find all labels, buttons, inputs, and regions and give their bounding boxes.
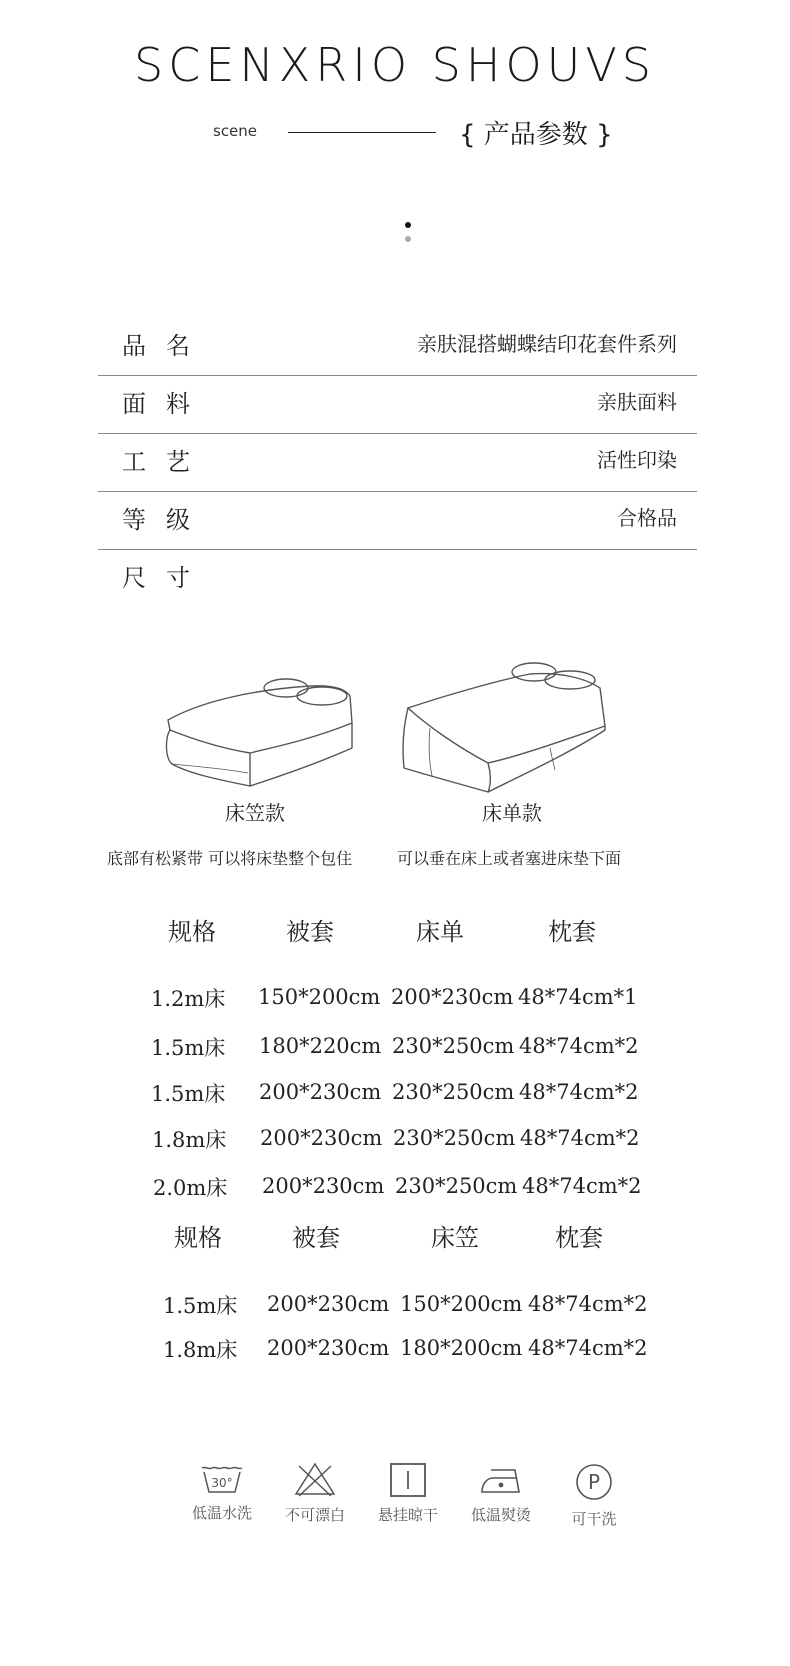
param-row-craft <box>98 434 697 492</box>
section-header <box>0 112 790 152</box>
section-title: { 产品参数 } <box>459 120 613 150</box>
param-table <box>98 318 697 608</box>
table-cell: 230*250cm <box>392 1080 515 1104</box>
table-cell: 2.0m床 <box>153 1176 228 1200</box>
table-cell: 1.8m床 <box>152 1128 227 1152</box>
param-value: 亲肤混搭蝴蝶结印花套件系列 <box>417 332 677 356</box>
param-value: 活性印染 <box>597 448 677 472</box>
dot-indicator <box>405 222 411 250</box>
care-label: 不可漂白 <box>284 1506 345 1524</box>
care-item-bleach <box>275 1462 355 1525</box>
table-cell: 230*250cm <box>393 1126 516 1150</box>
param-label: 面料 <box>122 390 210 418</box>
table-cell: 180*220cm <box>259 1034 382 1058</box>
table-cell: 200*230cm <box>259 1080 382 1104</box>
table-cell: 180*200cm <box>400 1336 523 1360</box>
table-cell: 200*230cm <box>267 1336 390 1360</box>
table-cell: 1.5m床 <box>151 1036 226 1060</box>
care-label: 可干洗 <box>571 1510 617 1528</box>
low-iron-icon <box>479 1462 523 1498</box>
fitted-sheet-title: 床笠款 <box>225 801 285 825</box>
table-header: 规格 <box>168 918 216 946</box>
table-cell: 1.5m床 <box>151 1082 226 1106</box>
param-label: 品名 <box>122 332 210 360</box>
param-row-name <box>98 318 697 376</box>
table-cell: 1.2m床 <box>151 987 226 1011</box>
table-cell: 200*230cm <box>260 1126 383 1150</box>
table-cell: 230*250cm <box>392 1034 515 1058</box>
param-value: 合格品 <box>617 506 677 530</box>
dot-inactive <box>405 236 411 242</box>
table-cell: 200*230cm <box>391 985 514 1009</box>
table-cell: 48*74cm*2 <box>520 1126 640 1150</box>
care-label: 低温水洗 <box>191 1504 252 1522</box>
table-header: 床单 <box>416 918 464 946</box>
table-cell: 48*74cm*2 <box>519 1034 639 1058</box>
table-cell: 48*74cm*2 <box>528 1292 648 1316</box>
param-row-fabric <box>98 376 697 434</box>
table-cell: 200*230cm <box>267 1292 390 1316</box>
table-cell: 48*74cm*2 <box>522 1174 642 1198</box>
table-header: 枕套 <box>555 1224 603 1252</box>
table-header: 被套 <box>292 1224 340 1252</box>
table-header: 被套 <box>286 918 334 946</box>
care-item-iron <box>461 1462 541 1525</box>
table-header: 规格 <box>174 1224 222 1252</box>
scene-label: scene <box>213 122 258 140</box>
flat-sheet-desc: 可以垂在床上或者塞进床垫下面 <box>397 849 622 868</box>
table-cell: 230*250cm <box>395 1174 518 1198</box>
table-cell: 48*74cm*1 <box>518 985 638 1009</box>
param-row-size <box>98 550 697 608</box>
care-item-dry <box>368 1462 448 1525</box>
table-cell: 150*200cm <box>258 985 381 1009</box>
care-label: 低温熨烫 <box>470 1506 531 1524</box>
wash-30-icon <box>200 1462 244 1496</box>
table-cell: 1.8m床 <box>163 1338 238 1362</box>
dry-clean-icon <box>574 1462 614 1502</box>
care-item-dryclean <box>554 1462 634 1529</box>
flat-sheet-illustration <box>400 658 610 798</box>
param-row-grade <box>98 492 697 550</box>
fitted-sheet-desc: 底部有松紧带 可以将床垫整个包住 <box>107 849 353 868</box>
care-label: 悬挂晾干 <box>377 1506 438 1524</box>
hang-dry-icon <box>388 1462 428 1498</box>
fitted-sheet-illustration <box>160 668 370 793</box>
table-header: 床笠 <box>431 1224 479 1252</box>
table-cell: 48*74cm*2 <box>519 1080 639 1104</box>
param-label: 等级 <box>122 506 210 534</box>
param-label: 尺寸 <box>122 564 210 592</box>
wash-temp: 30° <box>211 1476 233 1490</box>
care-item-wash <box>182 1462 262 1523</box>
table-cell: 1.5m床 <box>163 1294 238 1318</box>
no-bleach-icon <box>293 1462 337 1498</box>
param-value: 亲肤面料 <box>597 390 677 414</box>
flat-sheet-title: 床单款 <box>482 801 542 825</box>
table-cell: 200*230cm <box>262 1174 385 1198</box>
table-header: 枕套 <box>548 918 596 946</box>
table-cell: 48*74cm*2 <box>528 1336 648 1360</box>
divider-line <box>288 132 436 133</box>
dot-active <box>405 222 411 228</box>
table-cell: 150*200cm <box>400 1292 523 1316</box>
dry-clean-letter: P <box>587 1470 601 1494</box>
param-label: 工艺 <box>122 448 210 476</box>
brand-title: SCENXRIO SHOUVS <box>134 38 656 92</box>
